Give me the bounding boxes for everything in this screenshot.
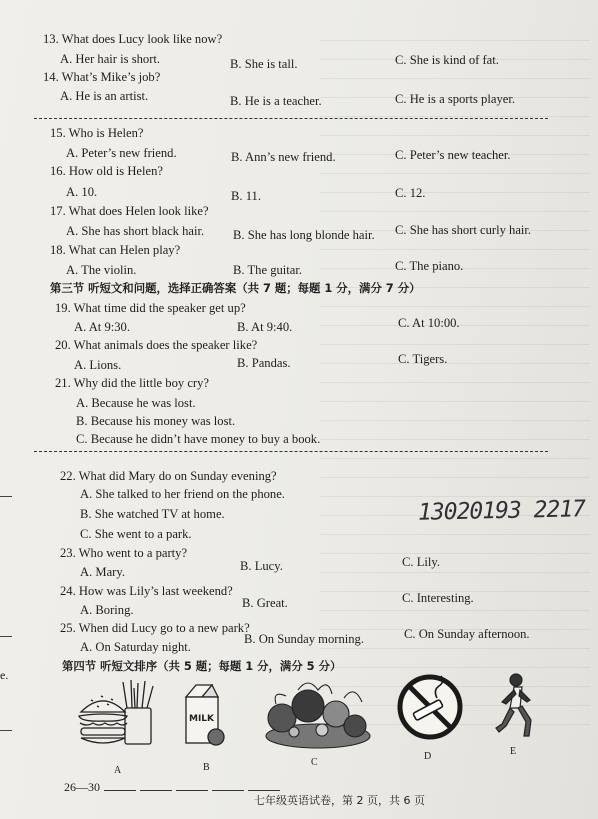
q13-option-c: C. She is kind of fat. <box>395 53 499 67</box>
q17-option-c: C. She has short curly hair. <box>395 223 532 237</box>
answer-line <box>64 781 280 793</box>
answer-blank-26[interactable] <box>104 781 136 791</box>
q23-option-b: B. Lucy. <box>240 559 283 573</box>
q14-stem: 14. What’s Mike’s job? <box>43 70 161 84</box>
answer-prefix: 26—30 <box>64 780 100 794</box>
q19-stem: 19. What time did the speaker get up? <box>55 301 246 315</box>
q18-option-a: A. The violin. <box>66 263 137 277</box>
q23-option-c: C. Lily. <box>402 555 441 569</box>
picture-label-b: B <box>203 762 210 773</box>
picture-label-c: C <box>311 757 318 768</box>
q21-stem: 21. Why did the little boy cry? <box>55 376 210 390</box>
q18-stem: 18. What can Helen play? <box>50 243 181 257</box>
q19-option-a: A. At 9:30. <box>74 320 130 334</box>
q20-option-b: B. Pandas. <box>237 356 291 370</box>
q18-option-c: C. The piano. <box>395 259 464 273</box>
q16-stem: 16. How old is Helen? <box>50 164 163 178</box>
page-footer: 七年级英语试卷，第 2 页，共 6 页 <box>254 794 425 807</box>
margin-mark <box>0 730 12 731</box>
q13-stem: 13. What does Lucy look like now? <box>43 32 223 46</box>
q22-stem: 22. What did Mary do on Sunday evening? <box>60 469 277 483</box>
q16-option-c: C. 12. <box>395 186 426 200</box>
picture-label-e: E <box>510 746 517 757</box>
q16-option-b: B. 11. <box>231 189 261 203</box>
dashed-divider <box>34 118 548 119</box>
q22-option-a: A. She talked to her friend on the phone. <box>80 487 285 501</box>
q25-option-b: B. On Sunday morning. <box>244 632 364 646</box>
answer-blank-27[interactable] <box>140 781 172 791</box>
q15-option-a: A. Peter’s new friend. <box>66 146 177 160</box>
burger-fries-icon <box>75 678 161 750</box>
q13-option-b: B. She is tall. <box>230 57 298 71</box>
picture-label-d: D <box>424 751 432 762</box>
answer-blank-29[interactable] <box>212 781 244 791</box>
runner-icon <box>492 672 536 742</box>
left-edge-letter: e. <box>0 668 9 682</box>
q21-option-c: C. Because he didn’t have money to buy a book. <box>76 432 321 446</box>
section-3-heading: 第三节 听短文和问题，选择正确答案（共 7 题；每题 1 分，满分 7 分） <box>50 281 421 295</box>
q15-option-b: B. Ann’s new friend. <box>231 150 336 164</box>
q24-option-c: C. Interesting. <box>402 591 474 605</box>
q14-option-c: C. He is a sports player. <box>395 92 515 106</box>
q17-option-a: A. She has short black hair. <box>66 224 205 238</box>
q15-stem: 15. Who is Helen? <box>50 126 144 140</box>
q18-option-b: B. The guitar. <box>233 263 303 277</box>
q24-stem: 24. How was Lily’s last weekend? <box>60 584 233 598</box>
q25-option-c: C. On Sunday afternoon. <box>404 627 530 641</box>
milk-label: MILK <box>189 714 215 724</box>
q17-option-b: B. She has long blonde hair. <box>233 228 375 242</box>
q20-option-c: C. Tigers. <box>398 352 448 366</box>
q24-option-b: B. Great. <box>242 596 288 610</box>
q19-option-b: B. At 9:40. <box>237 320 293 334</box>
q15-option-c: C. Peter’s new teacher. <box>395 148 511 162</box>
q13-option-a: A. Her hair is short. <box>60 52 161 66</box>
q22-option-c: C. She went to a park. <box>80 527 192 541</box>
q24-option-a: A. Boring. <box>80 603 134 617</box>
picture-label-a: A <box>114 765 122 776</box>
q17-stem: 17. What does Helen look like? <box>50 204 209 218</box>
q21-option-b: B. Because his money was lost. <box>76 414 236 428</box>
section-4-heading: 第四节 听短文排序（共 5 题；每题 1 分，满分 5 分） <box>62 659 342 673</box>
milk-carton-icon <box>178 683 228 747</box>
q20-option-a: A. Lions. <box>74 358 122 372</box>
q20-stem: 20. What animals does the speaker like? <box>55 338 258 352</box>
q19-option-c: C. At 10:00. <box>398 316 460 330</box>
answer-blank-28[interactable] <box>176 781 208 791</box>
q23-stem: 23. Who went to a party? <box>60 546 188 560</box>
answer-blank-30[interactable] <box>248 781 280 791</box>
margin-mark <box>0 636 12 637</box>
q23-option-a: A. Mary. <box>80 565 126 579</box>
q21-option-a: A. Because he was lost. <box>76 396 196 410</box>
q14-option-b: B. He is a teacher. <box>230 94 322 108</box>
q25-stem: 25. When did Lucy go to a new park? <box>60 621 250 635</box>
q14-option-a: A. He is an artist. <box>60 89 149 103</box>
vegetables-icon <box>258 676 376 752</box>
dashed-divider <box>34 451 548 452</box>
q25-option-a: A. On Saturday night. <box>80 640 191 654</box>
q22-option-b: B. She watched TV at home. <box>80 507 225 521</box>
margin-mark <box>0 496 12 497</box>
q16-option-a: A. 10. <box>66 185 98 199</box>
no-smoking-icon <box>395 672 465 742</box>
handwritten-number: 13020193 2217 <box>417 496 586 526</box>
